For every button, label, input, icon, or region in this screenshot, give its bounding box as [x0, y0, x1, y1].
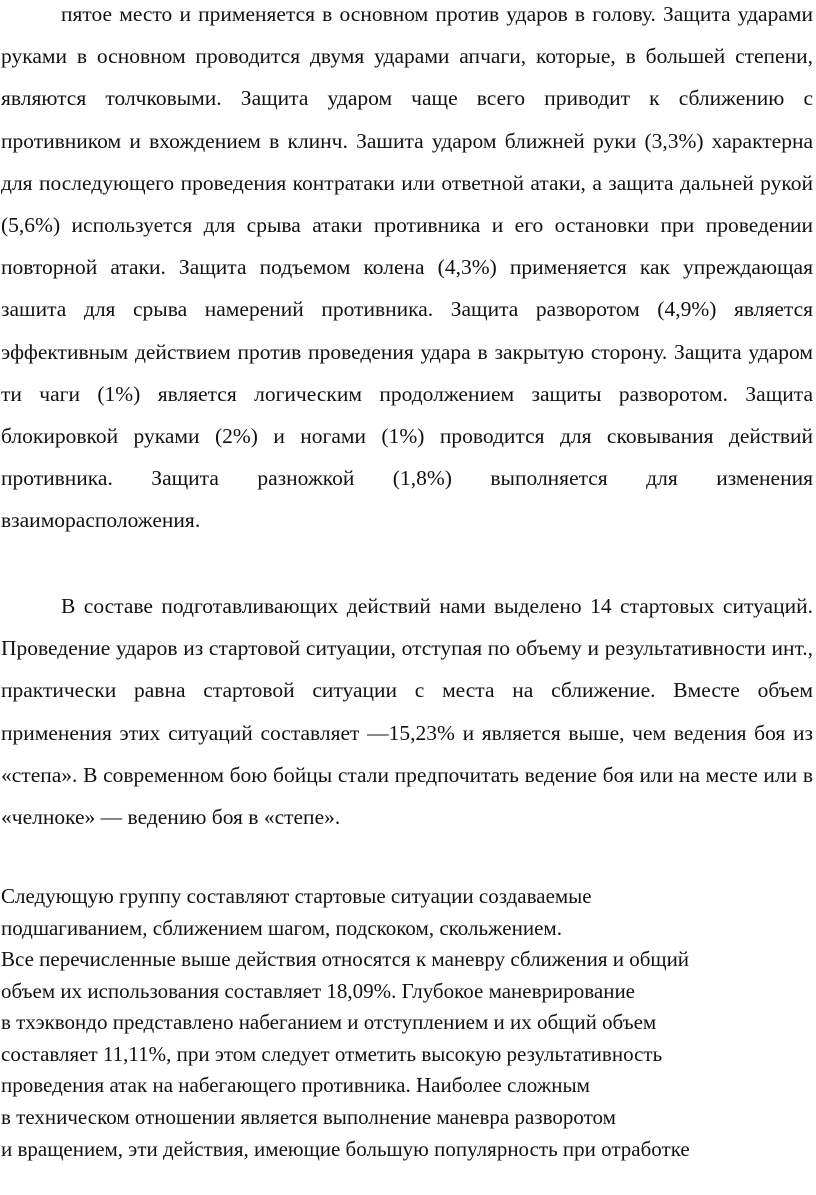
text-line: Следующую группу составляют стартовые ситуации создаваемые	[1, 884, 592, 908]
text-line: проведения атак на набегающего противника. Наиболее сложным	[1, 1073, 590, 1098]
text-line: в тхэквондо представлено набеганием и отступлением и их общий объем	[1, 1010, 657, 1035]
text-line: и вращением, эти действия, имеющие большую популярность при отработке	[1, 1136, 690, 1161]
text-line: составляет 11,11%, при этом следует отметить высокую результативность	[1, 1041, 663, 1066]
paragraph-starting-situations: В составе подготавливающих действий нами выделено 14 стартовых ситуаций. Проведение ударов из стартовой ситуации, отступая по объему и результативности инт., практически равна стартовой ситуации с места на сближение. Вместе объем применения этих ситуаций составляет —15,23% и является выше, чем ведения боя из «степа». В современном бою бойцы стали предпочитать ведение боя или на месте или в «челноке» — ведению боя в «степе».	[1, 594, 813, 830]
paragraph-defense-techniques: пятое место и применяется в основном против ударов в голову. Защита ударами руками в основном проводится двумя ударами апчаги, которые, в большей степени, являются толчковыми. Защита ударом чаще всего приводит к сближению с противником и вхождением в клинч. Зашита ударом ближней руки (3,3%) характерна для последующего проведения контратаки или ответной атаки, а защита дальней рукой (5,6%) используется для срыва атаки противника и его остановки при проведении повторной атаки. Защита подъемом колена (4,3%) применяется как упреждающая зашита для срыва намерений противника. Защита разворотом (4,9%) является эффективным действием против проведения удара в закрытую сторону. Защита ударом ти чаги (1%) является логическим продолжением защиты разворотом. Защита блокировкой руками (2%) и ногами (1%) проводится для сковывания действий противника. Защита разножкой (1,8%) выполняется для изменения взаиморасположения.	[1, 2, 813, 533]
text-line: объем их использования составляет 18,09%. Глубокое маневрирование	[1, 978, 635, 1003]
text-line: в техническом отношении является выполнение маневра разворотом	[1, 1104, 616, 1129]
text-line: подшагиванием, сближением шагом, подскоком, скольжением.	[1, 915, 562, 940]
paragraph-maneuvering	[1, 944, 816, 1165]
text-line: Все перечисленные выше действия относятся к маневру сближения и общий	[1, 947, 690, 971]
paragraph-next-group	[1, 881, 816, 944]
